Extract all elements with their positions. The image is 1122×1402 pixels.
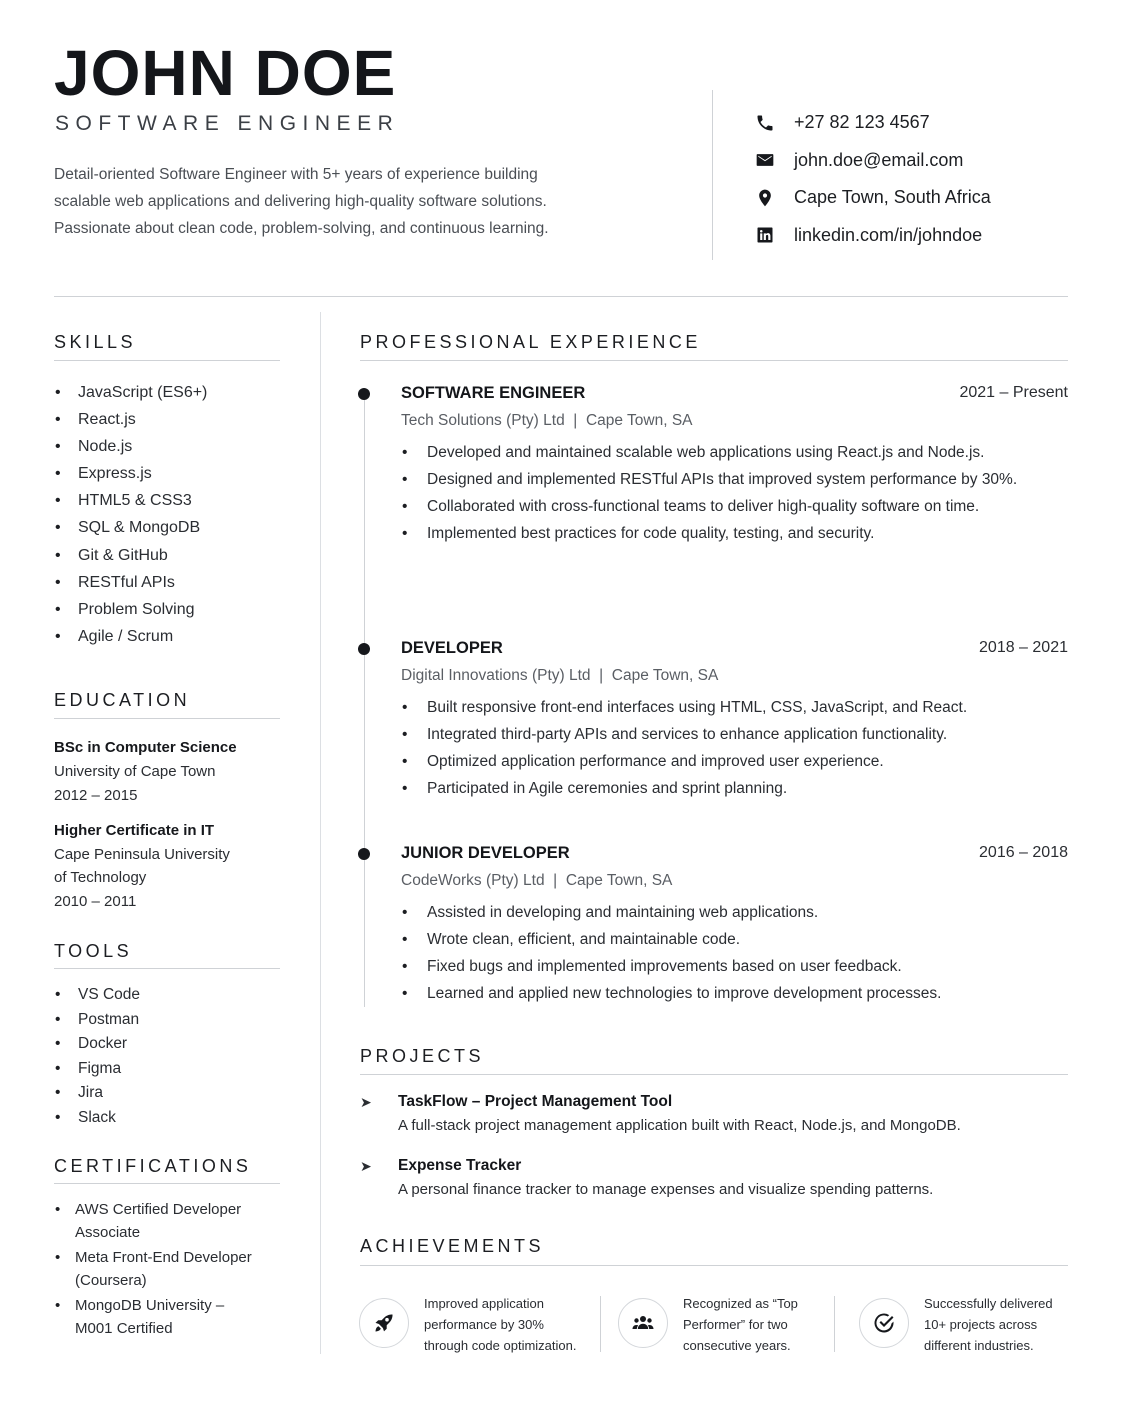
achievements-heading: ACHIEVEMENTS xyxy=(360,1236,545,1256)
education-rule xyxy=(54,718,280,719)
chevron-right-icon: ➤ xyxy=(360,1094,372,1110)
profile-summary: Detail-oriented Software Engineer with 5+ years of experience building scalable web applications and delivering high-quality software solutions. Passionate about clean code, problem-solving, and continuous learning. xyxy=(54,166,549,237)
contact-location xyxy=(754,179,991,217)
achievement-divider xyxy=(834,1296,835,1352)
certification-line: M001 Certified xyxy=(75,1320,173,1337)
linkedin-icon xyxy=(754,224,776,246)
list-item xyxy=(54,1246,252,1292)
list-item: • Designed and implemented RESTful APIs that improved system performance by 30%. xyxy=(401,468,1031,491)
location-pin-icon xyxy=(754,187,776,209)
list-item: • Implemented best practices for code quality, testing, and security. xyxy=(401,522,1031,545)
job-entry xyxy=(356,381,1068,611)
list-item: • Agile / Scrum xyxy=(54,623,207,650)
achievement-text xyxy=(683,1294,851,1356)
job-entry xyxy=(356,636,1068,816)
contact-phone-text: +27 82 123 4567 xyxy=(794,112,930,133)
achievement-line: through code optimization. xyxy=(424,1337,577,1353)
certifications-heading: CERTIFICATIONS xyxy=(54,1156,252,1176)
project-description: A full-stack project management application built with React, Node.js, and MongoDB. xyxy=(398,1117,961,1134)
education-school: of Technology xyxy=(54,869,147,887)
education-years: 2012 – 2015 xyxy=(54,787,138,804)
chevron-right-icon: ➤ xyxy=(360,1158,372,1174)
list-item: • Problem Solving xyxy=(54,596,207,623)
tools-heading: TOOLS xyxy=(54,941,133,961)
achievement-text xyxy=(424,1294,592,1356)
job-company: Tech Solutions (Pty) Ltd | Cape Town, SA xyxy=(401,412,693,429)
list-item: • Postman xyxy=(54,1008,140,1033)
education-school: University of Cape Town xyxy=(54,763,216,780)
list-item: • RESTful APIs xyxy=(54,569,207,596)
job-dates: 2021 – Present xyxy=(959,384,1068,401)
list-item: • Express.js xyxy=(54,460,207,487)
job-title: JUNIOR DEVELOPER xyxy=(401,844,570,862)
list-item: • Wrote clean, efficient, and maintainable code. xyxy=(401,928,1031,951)
contact-email-text[interactable]: john.doe@email.com xyxy=(794,149,964,170)
achievement-item xyxy=(618,1294,851,1356)
skills-list xyxy=(54,379,207,650)
email-icon xyxy=(754,149,776,171)
contact-block xyxy=(754,104,991,254)
column-divider xyxy=(320,312,321,1354)
certifications-list xyxy=(54,1198,252,1342)
rocket-icon xyxy=(359,1298,409,1348)
experience-rule xyxy=(360,360,1068,361)
timeline-dot xyxy=(358,388,370,400)
list-item: • Assisted in developing and maintaining web applications. xyxy=(401,901,1031,924)
job-entry xyxy=(356,841,1068,1021)
header-rule xyxy=(54,296,1068,297)
list-item: • Developed and maintained scalable web applications using React.js and Node.js. xyxy=(401,441,1031,464)
projects-heading: PROJECTS xyxy=(360,1046,485,1066)
achievement-text xyxy=(924,1294,1092,1356)
check-circle-icon xyxy=(859,1298,909,1348)
list-item: • Participated in Agile ceremonies and sprint planning. xyxy=(401,777,1031,800)
contact-linkedin xyxy=(754,217,991,255)
job-company: CodeWorks (Pty) Ltd | Cape Town, SA xyxy=(401,872,673,889)
timeline-dot xyxy=(358,643,370,655)
project-title: TaskFlow – Project Management Tool xyxy=(398,1093,673,1110)
list-item: • Collaborated with cross-functional teams to deliver high-quality software on time. xyxy=(401,495,1031,518)
achievement-item xyxy=(359,1294,592,1356)
achievement-line: consecutive years. xyxy=(683,1337,791,1353)
job-bullets xyxy=(401,441,1031,549)
certification-line: • Meta Front-End Developer xyxy=(75,1249,252,1266)
list-item: • Built responsive front-end interfaces using HTML, CSS, JavaScript, and React. xyxy=(401,696,1031,719)
list-item: • JavaScript (ES6+) xyxy=(54,379,207,406)
candidate-name: JOHN DOE xyxy=(54,37,397,109)
contact-email xyxy=(754,142,991,180)
project-entry xyxy=(360,1091,1068,1141)
education-school: Cape Peninsula University xyxy=(54,845,230,863)
list-item: • Optimized application performance and improved user experience. xyxy=(401,750,1031,773)
candidate-role: SOFTWARE ENGINEER xyxy=(55,112,400,135)
tools-rule xyxy=(54,968,280,969)
experience-heading: PROFESSIONAL EXPERIENCE xyxy=(360,332,701,352)
contact-location-text: Cape Town, South Africa xyxy=(794,187,991,208)
certification-line: Associate xyxy=(75,1224,141,1241)
list-item: • VS Code xyxy=(54,983,140,1008)
education-entry xyxy=(54,819,294,913)
project-entry xyxy=(360,1155,1068,1205)
list-item: • Learned and applied new technologies to improve development processes. xyxy=(401,982,1031,1005)
education-degree: Higher Certificate in IT xyxy=(54,822,215,839)
list-item xyxy=(54,1198,252,1244)
education-years: 2010 – 2011 xyxy=(54,892,137,910)
team-icon xyxy=(618,1298,668,1348)
education-heading: EDUCATION xyxy=(54,690,191,710)
list-item: • React.js xyxy=(54,406,207,433)
projects-rule xyxy=(360,1074,1068,1075)
achievements-rule xyxy=(360,1265,1068,1266)
job-dates: 2016 – 2018 xyxy=(979,844,1068,861)
achievement-line: Recognized as “Top xyxy=(683,1296,798,1311)
certification-line: • AWS Certified Developer xyxy=(75,1201,242,1218)
list-item: • Jira xyxy=(54,1081,140,1106)
project-title: Expense Tracker xyxy=(398,1157,522,1174)
tools-list xyxy=(54,983,140,1130)
achievement-line: Improved application xyxy=(424,1296,544,1311)
job-bullets xyxy=(401,696,1031,804)
contact-phone xyxy=(754,104,991,142)
list-item: • HTML5 & CSS3 xyxy=(54,487,207,514)
achievement-divider xyxy=(600,1296,601,1352)
list-item: • Fixed bugs and implemented improvements based on user feedback. xyxy=(401,955,1031,978)
phone-icon xyxy=(754,112,776,134)
achievement-line: Successfully delivered xyxy=(924,1296,1053,1311)
timeline-dot xyxy=(358,848,370,860)
skills-rule xyxy=(54,360,280,361)
list-item: • Docker xyxy=(54,1032,140,1057)
job-dates: 2018 – 2021 xyxy=(979,639,1068,656)
list-item: • Integrated third-party APIs and services to enhance application functionality. xyxy=(401,723,1031,746)
job-bullets xyxy=(401,901,1031,1009)
list-item: • Git & GitHub xyxy=(54,542,207,569)
list-item: • Figma xyxy=(54,1057,140,1082)
achievement-line: 10+ projects across xyxy=(924,1316,1038,1332)
list-item: • SQL & MongoDB xyxy=(54,514,207,541)
list-item: • Slack xyxy=(54,1106,140,1131)
contact-linkedin-text[interactable]: linkedin.com/in/johndoe xyxy=(794,224,983,245)
job-company: Digital Innovations (Pty) Ltd | Cape Town, SA xyxy=(401,667,719,684)
education-degree: BSc in Computer Science xyxy=(54,739,237,756)
achievement-line: Performer” for two xyxy=(683,1316,788,1332)
project-description: A personal finance tracker to manage expenses and visualize spending patterns. xyxy=(398,1181,934,1198)
certification-line: • MongoDB University – xyxy=(75,1297,225,1314)
certification-line: (Coursera) xyxy=(75,1272,147,1289)
list-item xyxy=(54,1294,252,1340)
list-item: • Node.js xyxy=(54,433,207,460)
achievement-line: performance by 30% xyxy=(424,1316,544,1332)
education-entry xyxy=(54,736,294,808)
achievement-item xyxy=(859,1294,1092,1356)
skills-heading: SKILLS xyxy=(54,332,137,352)
header-divider xyxy=(712,90,713,260)
achievement-line: different industries. xyxy=(924,1337,1034,1353)
job-title: SOFTWARE ENGINEER xyxy=(401,384,586,402)
certifications-rule xyxy=(54,1183,280,1184)
job-title: DEVELOPER xyxy=(401,639,503,657)
